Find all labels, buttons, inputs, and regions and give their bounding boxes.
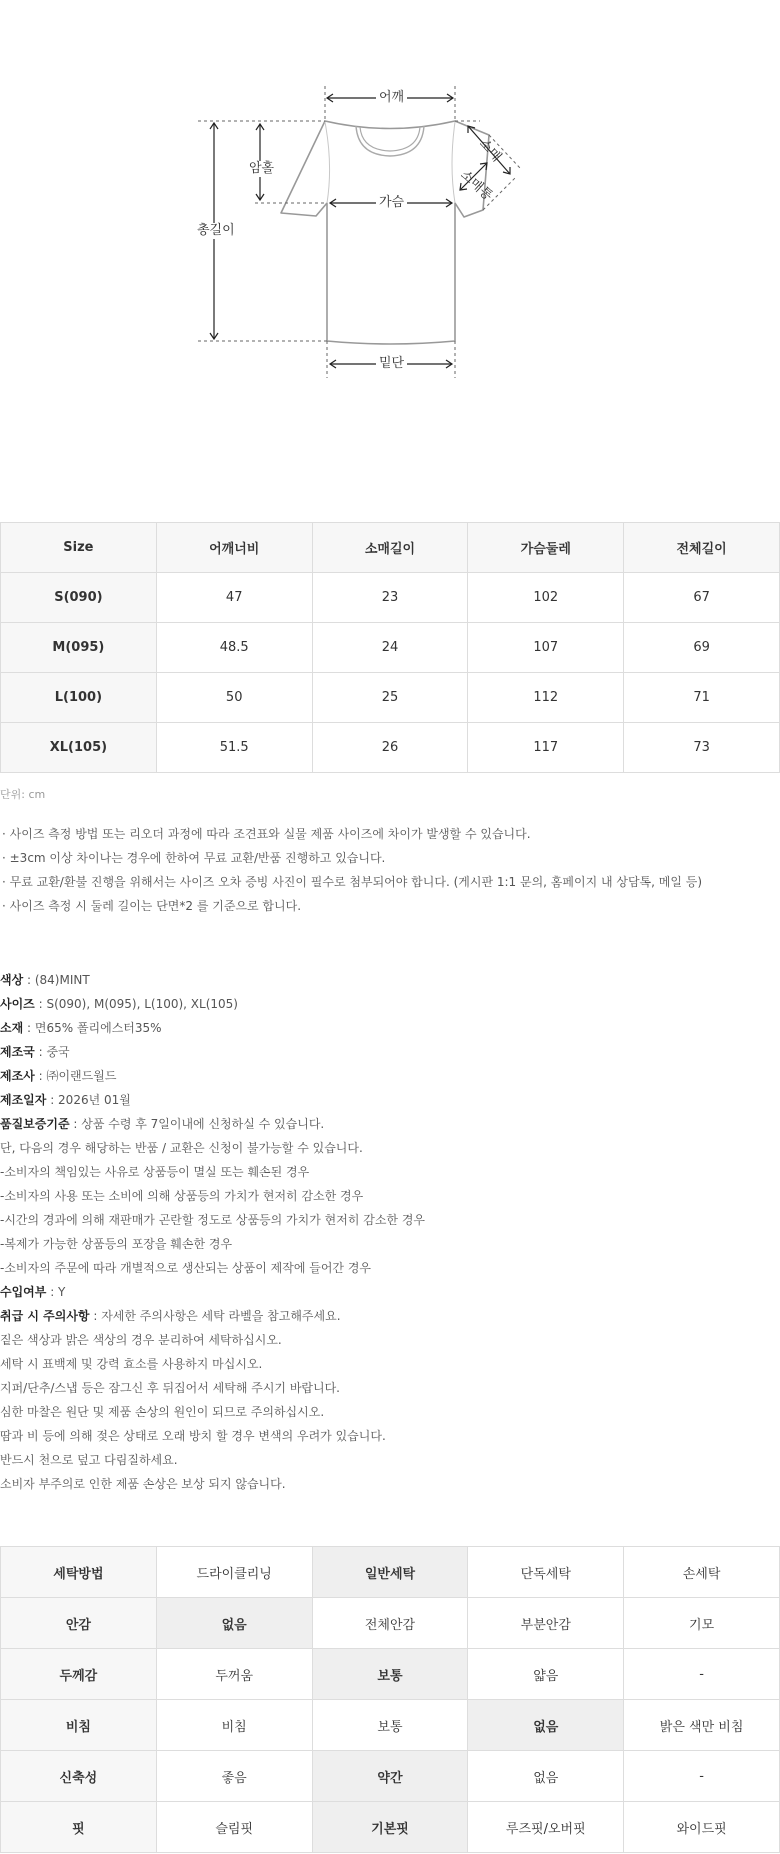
info-label: 제조국 <box>0 1045 35 1059</box>
care-row-label: 비침 <box>1 1700 157 1751</box>
info-line <box>0 1064 780 1088</box>
size-cell: XL(105) <box>1 723 157 773</box>
size-notes <box>2 822 772 918</box>
info-value: : Y <box>46 1285 66 1299</box>
info-value: : 면65% 폴리에스터35% <box>23 1021 162 1035</box>
table-cell: 26 <box>312 723 468 773</box>
care-option: - <box>624 1751 780 1802</box>
table-row <box>1 1649 780 1700</box>
size-table <box>0 522 780 773</box>
info-label: 소재 <box>0 1021 24 1035</box>
table-cell: 112 <box>468 673 624 723</box>
info-value: 지퍼/단추/스냅 등은 잠그신 후 뒤집어서 세탁해 주시기 바랍니다. <box>0 1381 340 1395</box>
size-cell: M(095) <box>1 623 157 673</box>
unit-label: 단위: cm <box>0 788 46 801</box>
care-row-label: 세탁방법 <box>1 1547 157 1598</box>
table-cell: 107 <box>468 623 624 673</box>
info-value: -소비자의 사용 또는 소비에 의해 상품등의 가치가 현저히 감소한 경우 <box>0 1189 364 1203</box>
table-header-row <box>1 523 780 573</box>
info-label: 수입여부 <box>0 1285 47 1299</box>
care-row-label: 핏 <box>1 1802 157 1853</box>
info-value: : (84)MINT <box>23 973 90 987</box>
table-cell: 48.5 <box>156 623 312 673</box>
care-option: 밝은 색만 비침 <box>624 1700 780 1751</box>
care-row-label: 안감 <box>1 1598 157 1649</box>
table-cell: 67 <box>624 573 780 623</box>
table-row <box>1 673 780 723</box>
info-value: : S(090), M(095), L(100), XL(105) <box>34 997 238 1011</box>
table-cell: 73 <box>624 723 780 773</box>
info-value: -소비자의 주문에 따라 개별적으로 생산되는 상품이 제작에 들어간 경우 <box>0 1261 372 1275</box>
header-chest: 가슴둘레 <box>468 523 624 573</box>
care-option: 없음 <box>156 1598 312 1649</box>
care-option: 단독세탁 <box>468 1547 624 1598</box>
info-value: : 자세한 주의사항은 세탁 라벨을 참고해주세요. <box>89 1309 341 1323</box>
table-row <box>1 1547 780 1598</box>
table-row <box>1 723 780 773</box>
header-sleeve-length: 소매길이 <box>312 523 468 573</box>
note-line: · 무료 교환/환불 진행을 위해서는 사이즈 오차 증빙 사진이 필수로 첨부되어야 합니다. (게시판 1:1 문의, 홈페이지 내 상담톡, 메일 등) <box>2 875 703 889</box>
table-cell: 51.5 <box>156 723 312 773</box>
info-value: : ㈜이랜드월드 <box>34 1069 117 1083</box>
info-value: 세탁 시 표백제 및 강력 효소를 사용하지 마십시오. <box>0 1357 263 1371</box>
info-value: 소비자 부주의로 인한 제품 손상은 보상 되지 않습니다. <box>0 1477 286 1491</box>
care-option: 비침 <box>156 1700 312 1751</box>
total-length-label: 총길이 <box>194 223 238 239</box>
care-option: 보통 <box>312 1649 468 1700</box>
care-option: 없음 <box>468 1751 624 1802</box>
table-cell: 102 <box>468 573 624 623</box>
info-value: 짙은 색상과 밝은 색상의 경우 분리하여 세탁하십시오. <box>0 1333 282 1347</box>
table-row <box>1 623 780 673</box>
info-line <box>0 1328 780 1352</box>
table-cell: 25 <box>312 673 468 723</box>
table-cell: 47 <box>156 573 312 623</box>
info-line <box>0 1112 780 1136</box>
info-line <box>0 1280 780 1304</box>
info-label: 품질보증기준 <box>0 1117 70 1131</box>
info-line <box>0 1424 780 1448</box>
size-cell: L(100) <box>1 673 157 723</box>
info-label: 취급 시 주의사항 <box>0 1309 90 1323</box>
table-row <box>1 1802 780 1853</box>
info-line <box>0 1256 780 1280</box>
care-option: 보통 <box>312 1700 468 1751</box>
info-line <box>0 1352 780 1376</box>
note-line: · 사이즈 측정 방법 또는 리오더 과정에 따라 조견표와 실물 제품 사이즈에 차이가 발생할 수 있습니다. <box>2 827 531 841</box>
table-cell: 117 <box>468 723 624 773</box>
care-option: 약간 <box>312 1751 468 1802</box>
table-cell: 24 <box>312 623 468 673</box>
care-option: 전체안감 <box>312 1598 468 1649</box>
care-option: 부분안감 <box>468 1598 624 1649</box>
info-label: 색상 <box>0 973 24 987</box>
info-value: 심한 마찰은 원단 및 제품 손상의 원인이 되므로 주의하십시오. <box>0 1405 325 1419</box>
info-line <box>0 1088 780 1112</box>
info-line <box>0 1472 780 1496</box>
info-line <box>0 1136 780 1160</box>
note-line: · ±3cm 이상 차이나는 경우에 한하여 무료 교환/반품 진행하고 있습니다. <box>2 851 386 865</box>
info-label: 제조사 <box>0 1069 35 1083</box>
care-option: 드라이클리닝 <box>156 1547 312 1598</box>
size-diagram <box>0 0 780 440</box>
armhole-label: 암홀 <box>246 161 277 177</box>
info-line <box>0 1208 780 1232</box>
care-option: 없음 <box>468 1700 624 1751</box>
chest-label: 가슴 <box>376 195 407 211</box>
table-row <box>1 573 780 623</box>
size-cell: S(090) <box>1 573 157 623</box>
info-value: : 2026년 01월 <box>46 1093 131 1107</box>
care-option: 좋음 <box>156 1751 312 1802</box>
info-line <box>0 992 780 1016</box>
sleeve-width-label: 소매통 <box>457 167 496 204</box>
table-row <box>1 1598 780 1649</box>
table-row <box>1 1751 780 1802</box>
product-info <box>0 968 780 1496</box>
care-option: 얇음 <box>468 1649 624 1700</box>
info-value: -소비자의 책임있는 사유로 상품등이 멸실 또는 훼손된 경우 <box>0 1165 310 1179</box>
info-line <box>0 1016 780 1040</box>
care-option: 기모 <box>624 1598 780 1649</box>
info-value: -시간의 경과에 의해 재판매가 곤란할 정도로 상품등의 가치가 현저히 감소한 경우 <box>0 1213 426 1227</box>
info-value: 땀과 비 등에 의해 젖은 상태로 오래 방치 할 경우 변색의 우려가 있습니다. <box>0 1429 386 1443</box>
care-option: 두꺼움 <box>156 1649 312 1700</box>
care-option: 손세탁 <box>624 1547 780 1598</box>
care-row-label: 신축성 <box>1 1751 157 1802</box>
info-line <box>0 1400 780 1424</box>
info-line <box>0 968 780 992</box>
info-line <box>0 1040 780 1064</box>
sleeve-label: 소매 <box>475 136 504 166</box>
info-value: 반드시 천으로 덮고 다림질하세요. <box>0 1453 178 1467</box>
care-option: 슬림핏 <box>156 1802 312 1853</box>
info-line <box>0 1184 780 1208</box>
info-label: 사이즈 <box>0 997 35 1011</box>
table-row <box>1 1700 780 1751</box>
table-cell: 50 <box>156 673 312 723</box>
table-cell: 23 <box>312 573 468 623</box>
care-option: 일반세탁 <box>312 1547 468 1598</box>
note-line: · 사이즈 측정 시 둘레 길이는 단면*2 를 기준으로 합니다. <box>2 899 302 913</box>
shoulder-label: 어깨 <box>376 90 407 106</box>
header-total-length: 전체길이 <box>624 523 780 573</box>
care-option: - <box>624 1649 780 1700</box>
info-value: : 중국 <box>34 1045 70 1059</box>
care-option: 와이드핏 <box>624 1802 780 1853</box>
info-line <box>0 1160 780 1184</box>
info-value: -복제가 가능한 상품등의 포장을 훼손한 경우 <box>0 1237 233 1251</box>
care-option: 루즈핏/오버핏 <box>468 1802 624 1853</box>
info-line <box>0 1376 780 1400</box>
table-cell: 69 <box>624 623 780 673</box>
header-shoulder-width: 어깨너비 <box>156 523 312 573</box>
table-cell: 71 <box>624 673 780 723</box>
hem-label: 밑단 <box>376 356 407 372</box>
header-size: Size <box>1 523 157 573</box>
tshirt-outline-icon <box>0 0 780 440</box>
care-option: 기본핏 <box>312 1802 468 1853</box>
info-line <box>0 1448 780 1472</box>
info-line <box>0 1304 780 1328</box>
info-line <box>0 1232 780 1256</box>
info-value: 단, 다음의 경우 해당하는 반품 / 교환은 신청이 불가능할 수 있습니다. <box>0 1141 363 1155</box>
info-label: 제조일자 <box>0 1093 47 1107</box>
info-value: : 상품 수령 후 7일이내에 신청하실 수 있습니다. <box>69 1117 325 1131</box>
care-row-label: 두께감 <box>1 1649 157 1700</box>
care-table <box>0 1546 780 1853</box>
